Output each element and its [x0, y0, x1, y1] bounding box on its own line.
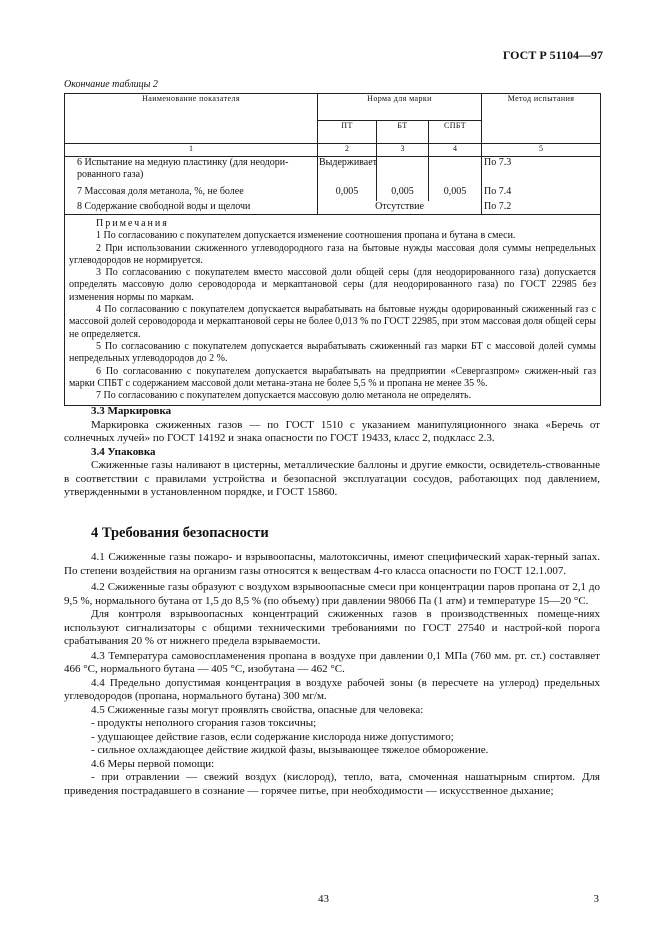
row-value-merged: Отсутствие — [318, 201, 482, 215]
paragraph-marking: Маркировка сжиженных газов — по ГОСТ 1510 с указанием манипуляционного знака «Беречь от солнечных лучей» по ГОСТ 14192 и знака опасности по ГОСТ 19433, класс 2, подкласс 2.3. — [64, 418, 600, 444]
header-norm-group: Норма для марки — [318, 94, 482, 121]
heading-marking: 3.3 Маркировка — [91, 405, 172, 417]
section-4-title: 4 Требования безопасности — [91, 525, 269, 541]
notes-title: Примечания — [96, 218, 169, 229]
header-indicator: Наименование показателя — [65, 94, 318, 144]
row-value-spbt — [429, 157, 482, 183]
row-value-spbt: 0,005 — [429, 183, 482, 201]
paragraph-packaging: Сжиженные газы наливают в цистерны, металлические баллоны и другие емкости, освидетель-ствованные в соответствии с правилами устройства и безопасной эксплуатации сосудов, работающих под давлением, утвержденными в установленном порядке, и ГОСТ 15860. — [64, 459, 600, 498]
table-2 — [64, 93, 601, 406]
note-item: 1 По согласованию с покупателем допускается изменение соотношения пропана и бутана в смеси. — [96, 230, 516, 242]
section-3-3-3-4 — [64, 405, 600, 500]
row-method: По 7.4 — [482, 183, 601, 201]
paragraph: 4.6 Меры первой помощи: — [91, 757, 215, 770]
paragraph: 4.5 Сжиженные газы могут проявлять свойства, опасные для человека: — [91, 703, 424, 716]
header-grade-pt: ПТ — [318, 121, 377, 144]
note-item: 3 По согласованию с покупателем вместо массовой доли общей серы (для неодорированного газа) допускается определять массовую долю сероводорода и меркаптановой серы (для неодорированного газа) по ГОСТ 22985 без изменения нормы по маркам. — [69, 267, 597, 303]
note-item: 4 По согласованию с покупателем допускается вырабатывать на бытовые нужды одорированный сжиженный газ с массовой долей сероводорода и меркаптановой серы не более 0,013 % по ГОСТ 22985, при этом массовая доля общей серы не определяется. — [69, 304, 597, 340]
paragraph: 4.4 Предельно допустимая концентрация в воздухе рабочей зоны (в пересчете на углерод) предельных углеводородов (пропана, нормального бутана) 300 мг/м. — [64, 676, 600, 702]
list-item: - сильное охлаждающее действие жидкой фазы, вызывающее тяжелое обморожение. — [91, 744, 489, 756]
row-value-pt: 0,005 — [318, 183, 377, 201]
col-number: 2 — [318, 144, 377, 157]
row-value-pt: Выдерживает — [318, 157, 377, 183]
header-grade-spbt: СПБТ — [429, 121, 482, 144]
table-caption: Окончание таблицы 2 — [64, 79, 158, 90]
table-row — [65, 157, 601, 183]
page-number-center: 43 — [318, 893, 329, 905]
list-item: - продукты неполного сгорания газов токсичны; — [91, 717, 317, 729]
page-number-right: 3 — [593, 893, 599, 905]
document-id-header: ГОСТ Р 51104—97 — [502, 48, 603, 62]
col-number: 1 — [65, 144, 318, 157]
note-item: 6 По согласованию с покупателем допускается вырабатывать на предприятии «Севергазпром» сжижен-ный газ марки СПБТ с содержанием массовой доли метана-этана не более 5,5 % и пропана не менее 35 %. — [69, 365, 597, 389]
header-method: Метод испытания — [482, 94, 601, 144]
row-method: По 7.3 — [482, 157, 601, 183]
row-name: 7 Массовая доля метанола, %, не более — [65, 183, 318, 201]
paragraph: - при отравлении — свежий воздух (кислород), тепло, вата, смоченная нашатырным спиртом. Для приведения пострадавшего в сознание — горячее питье, при необходимости — искусственное дыхание; — [64, 771, 600, 797]
col-number: 4 — [429, 144, 482, 157]
list-item: - удушающее действие газов, если содержание кислорода ниже допустимого; — [91, 730, 454, 743]
paragraph: 4.1 Сжиженные газы пожаро- и взрывоопасны, малотоксичны, имеют специфический харак-терный запах. По степени воздействия на организм газы относятся к веществам 4-го класса опасности по ГОСТ 12.1.007. — [64, 551, 600, 577]
table-notes — [65, 215, 601, 406]
row-name: 6 Испытание на медную пластинку (для неодори-рованного газа) — [65, 157, 318, 183]
row-value-bt: 0,005 — [377, 183, 429, 201]
paragraph: 4.2 Сжиженные газы образуют с воздухом взрывоопасные смеси при концентрации паров пропана от 2,1 до 9,5 %, нормального бутана от 1,5 до 8,5 % (по объему) при давлении 98066 Па (1 атм) и температуре 15—20 °С. — [64, 581, 600, 607]
heading-packaging: 3.4 Упаковка — [91, 445, 156, 458]
note-item: 5 По согласованию с покупателем допускается вырабатывать сжиженный газ марки БТ с массовой долей суммы непредельных углеводородов до 2 %. — [69, 340, 597, 365]
row-name: 8 Содержание свободной воды и щелочи — [65, 201, 318, 215]
col-number: 5 — [482, 144, 601, 157]
note-item: 7 По согласованию с покупателем допускается массовую долю метанола не определять. — [96, 390, 472, 402]
paragraph: 4.3 Температура самовоспламенения пропана в воздухе при давлении 0,1 МПа (760 мм. рт. ст.) составляет 466 °С, нормального бутана — 405 °С, изобутана — 462 °С. — [64, 649, 600, 675]
row-method: По 7.2 — [482, 201, 601, 215]
col-number: 3 — [377, 144, 429, 157]
section-4-body — [64, 551, 600, 798]
note-item: 2 При использовании сжиженного углеводородного газа на бытовые нужды массовая доля суммы непредельных углеводородов не нормируется. — [69, 242, 597, 266]
table-row — [65, 201, 601, 215]
row-value-bt — [377, 157, 429, 183]
header-grade-bt: БТ — [377, 121, 429, 144]
paragraph: Для контроля взрывоопасных концентраций сжиженных газов в производственных помеще-ниях используют сигнализаторы с общими техническими требованиями по ГОСТ 27540 и настрой-кой порога срабатывания 20 % от нижнего предела взрываемости. — [64, 608, 600, 647]
table-row — [65, 183, 601, 201]
